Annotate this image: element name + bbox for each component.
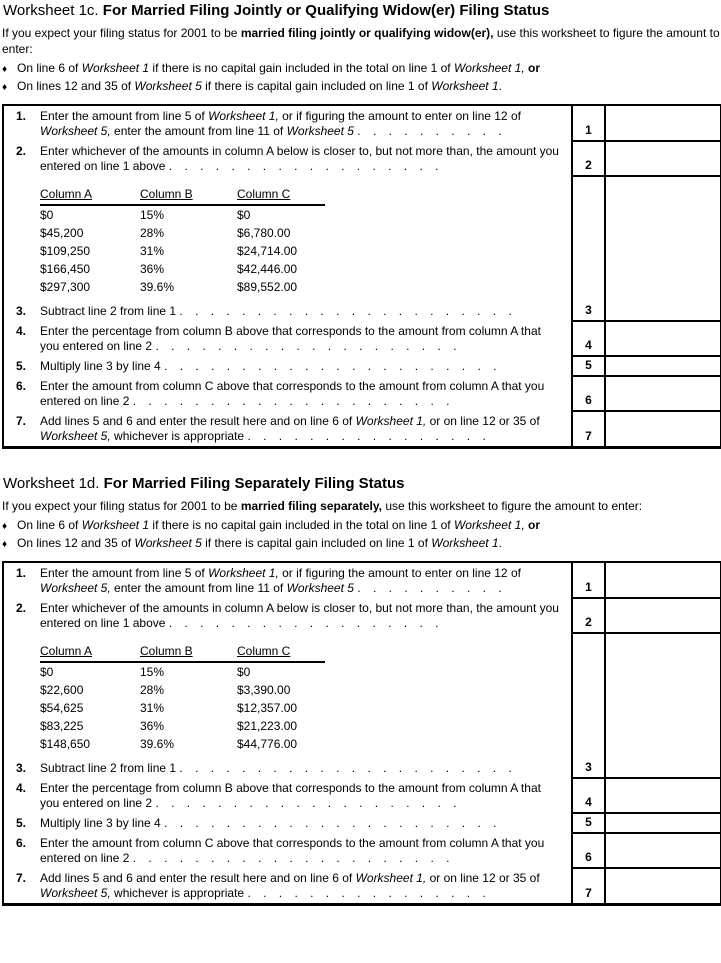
line-item: [16, 836, 559, 866]
line-text: [40, 761, 559, 776]
line-item: [16, 414, 559, 444]
entry-box-1c-line-3[interactable]: [605, 176, 721, 321]
bullet-text: On lines 12 and 35 of Worksheet 5 if there is capital gain included on line 1 of Worksheet 1.: [17, 79, 502, 93]
line-description-cell: [3, 176, 572, 321]
worksheet-1d-title: [3, 475, 720, 493]
line-description-cell: [3, 321, 572, 356]
dot-leader: . . . . . . . . . . . . . . . . . . . .: [155, 796, 458, 810]
line-description-cell: [3, 141, 572, 176]
table-row: [3, 562, 721, 598]
rate-cell: $148,650: [40, 737, 91, 751]
item-number: 6.: [16, 836, 27, 850]
worksheet-title-prefix: Worksheet 1d.: [3, 475, 100, 492]
line-item: [16, 359, 559, 374]
line-text: [40, 109, 559, 139]
entry-box-1d-line-5[interactable]: [605, 813, 721, 833]
item-number: 1.: [16, 109, 27, 123]
worksheet-intro: If you expect your filing status for 2001 to be married filing jointly or qualifying widow(er), use this worksheet to figure the amount to enter:: [2, 26, 720, 56]
table-row: [3, 633, 721, 778]
line-text: [40, 144, 559, 174]
line-item: [16, 871, 559, 901]
rate-cell: $42,446.00: [237, 262, 298, 276]
rate-header-row: [40, 186, 325, 205]
line-number-cell: 5: [572, 813, 605, 833]
rate-cell: $0: [40, 665, 54, 679]
entry-box-1c-line-7[interactable]: [605, 411, 721, 448]
rate-cell: $89,552.00: [237, 280, 298, 294]
line-number-cell: 6: [572, 376, 605, 411]
rate-cell: $0: [40, 208, 54, 222]
worksheet-title-prefix: Worksheet 1c.: [3, 2, 99, 19]
line-description-cell: [3, 778, 572, 813]
rate-cell: $3,390.00: [237, 683, 291, 697]
rate-cell: $6,780.00: [237, 226, 291, 240]
rate-cell: 36%: [140, 719, 165, 733]
bullet-text: On line 6 of Worksheet 1 if there is no capital gain included in the total on line 1 of Worksheet 1, or: [17, 61, 540, 75]
line-number-cell: 2: [572, 141, 605, 176]
rate-table: [40, 186, 325, 296]
line-text: [40, 304, 559, 319]
rate-row: [40, 224, 325, 242]
entry-box-1c-line-2[interactable]: [605, 141, 721, 176]
item-number: 7.: [16, 871, 27, 885]
bullet-text: On lines 12 and 35 of Worksheet 5 if there is capital gain included on line 1 of Worksheet 1.: [17, 536, 502, 550]
entry-box-1d-line-6[interactable]: [605, 833, 721, 868]
line-item: [16, 816, 559, 831]
rate-cell: $24,714.00: [237, 244, 298, 258]
rate-cell: $0: [237, 665, 251, 679]
line-item: [16, 324, 559, 354]
rate-cell: 36%: [140, 262, 165, 276]
table-row: [3, 411, 721, 448]
rate-cell: 39.6%: [140, 280, 175, 294]
rate-cell: 31%: [140, 701, 165, 715]
worksheet-title-main: For Married Filing Separately Filing Status: [103, 475, 405, 492]
dot-leader: . . . . . . . . . . . . . . . . . . . . . .: [164, 816, 498, 830]
line-text-content: Multiply line 3 by line 4: [40, 359, 161, 373]
line-description-cell: [3, 105, 572, 141]
rate-cell: $21,223.00: [237, 719, 298, 733]
rate-cell: $109,250: [40, 244, 91, 258]
bullet-item: [2, 60, 720, 78]
line-text-content: Multiply line 3 by line 4: [40, 816, 161, 830]
line-description-cell: [3, 868, 572, 905]
item-number: 4.: [16, 781, 27, 795]
rate-cell: $54,625: [40, 701, 84, 715]
line-text: [40, 816, 559, 831]
dot-leader: . . . . . . . . . . . . . . . . . . . . .: [132, 394, 451, 408]
entry-box-1d-line-1[interactable]: [605, 562, 721, 598]
item-number: 5.: [16, 359, 27, 373]
bullet-text: On line 6 of Worksheet 1 if there is no capital gain included in the total on line 1 of Worksheet 1, or: [17, 518, 540, 532]
dot-leader: . . . . . . . . . . . . . . . . . . . . .: [132, 851, 451, 865]
line-description-cell: [3, 833, 572, 868]
worksheet-title-main: For Married Filing Jointly or Qualifying Widow(er) Filing Status: [102, 2, 550, 19]
dot-leader: . . . . . . . . . . . . . . . . . . . . . .: [179, 304, 513, 318]
line-text: [40, 601, 559, 631]
line-number-cell: 6: [572, 833, 605, 868]
line-text-content: Subtract line 2 from line 1: [40, 761, 177, 775]
entry-box-1d-line-7[interactable]: [605, 868, 721, 905]
item-number: 2.: [16, 144, 27, 158]
item-number: 1.: [16, 566, 27, 580]
dot-leader: . . . . . . . . . . . . . . . . . . . . . .: [164, 359, 498, 373]
worksheet-1c-table: [2, 104, 721, 449]
line-description-cell: [3, 411, 572, 448]
rate-row: [40, 662, 325, 681]
line-text-content: Enter the percentage from column B above that corresponds to the amount from column A that you entered on line 2: [40, 781, 541, 810]
rate-row: [40, 699, 325, 717]
line-text-content: Add lines 5 and 6 and enter the result here and on line 6 of Worksheet 1, or on line 12 or 35 of Worksheet 5, whichever is appropriate: [40, 871, 540, 900]
worksheet-bullets: [2, 517, 720, 553]
table-row: [3, 376, 721, 411]
rate-row: [40, 205, 325, 224]
dot-leader: . . . . . . . . . .: [357, 581, 503, 595]
line-text: [40, 324, 559, 354]
worksheet-bullets: [2, 60, 720, 96]
worksheet-1c-section: [2, 2, 720, 449]
item-number: 6.: [16, 379, 27, 393]
line-text-content: Subtract line 2 from line 1: [40, 304, 177, 318]
item-number: 7.: [16, 414, 27, 428]
rate-cell: $12,357.00: [237, 701, 298, 715]
dot-leader: . . . . . . . . . . . . . . . .: [247, 886, 487, 900]
diamond-bullet-icon: ♦: [2, 82, 8, 93]
line-description-cell: [3, 562, 572, 598]
rate-cell: $22,600: [40, 683, 84, 697]
dot-leader: . . . . . . . . . . . . . . . .: [247, 429, 487, 443]
table-row: [3, 321, 721, 356]
line-description-cell: [3, 633, 572, 778]
diamond-bullet-icon: ♦: [2, 539, 8, 550]
line-text-content: Enter whichever of the amounts in column A below is closer to, but not more than, the amount you entered on line 1 above: [40, 601, 559, 630]
line-number-cell: 3: [572, 633, 605, 778]
worksheet-1c-title: [3, 2, 720, 20]
line-item: [16, 566, 559, 596]
bullet-item: [2, 78, 720, 96]
dot-leader: . . . . . . . . . . . . . . . . . . . .: [155, 339, 458, 353]
dot-leader: . . . . . . . . . . . . . . . . . .: [168, 159, 440, 173]
table-row: [3, 778, 721, 813]
worksheet-1d-section: [2, 475, 720, 906]
rate-cell: $297,300: [40, 280, 91, 294]
line-text: [40, 566, 559, 596]
entry-box-1d-line-4[interactable]: [605, 778, 721, 813]
line-number-cell: 3: [572, 176, 605, 321]
rate-header-c: Column C: [237, 186, 325, 205]
line-description-cell: [3, 356, 572, 376]
line-item: [16, 601, 559, 631]
line-item: [16, 144, 559, 174]
diamond-bullet-icon: ♦: [2, 521, 8, 532]
rate-cell: 39.6%: [140, 737, 175, 751]
line-number-cell: 4: [572, 778, 605, 813]
worksheet-1d-table: [2, 561, 721, 906]
rate-cell: 15%: [140, 665, 165, 679]
line-item: [16, 781, 559, 811]
line-description-cell: [3, 598, 572, 633]
line-text-content: Enter the amount from column C above that corresponds to the amount from column A that you entered on line 2: [40, 836, 545, 865]
item-number: 3.: [16, 761, 27, 775]
rate-row: [40, 278, 325, 296]
dot-leader: . . . . . . . . . . . . . . . . . . . . . .: [179, 761, 513, 775]
rate-cell: 31%: [140, 244, 165, 258]
rate-header-b: Column B: [140, 643, 237, 662]
rate-header-a: Column A: [40, 186, 140, 205]
rate-row: [40, 242, 325, 260]
line-description-cell: [3, 813, 572, 833]
rate-row: [40, 260, 325, 278]
line-number-cell: 2: [572, 598, 605, 633]
line-number-cell: 4: [572, 321, 605, 356]
rate-cell: $166,450: [40, 262, 91, 276]
rate-cell: 28%: [140, 683, 165, 697]
diamond-bullet-icon: ♦: [2, 64, 8, 75]
item-number: 2.: [16, 601, 27, 615]
bullet-item: [2, 535, 720, 553]
table-row: [3, 141, 721, 176]
line-number-cell: 7: [572, 868, 605, 905]
line-item: [16, 379, 559, 409]
line-item: [16, 761, 559, 776]
table-row: [3, 868, 721, 905]
line-text-content: Enter the amount from line 5 of Worksheet 1, or if figuring the amount to enter on line 12 of Worksheet 5, enter the amount from line 11 of Worksheet 5: [40, 109, 521, 138]
line-text: [40, 414, 559, 444]
rate-row: [40, 681, 325, 699]
rate-header-c: Column C: [237, 643, 325, 662]
entry-box-1c-line-5[interactable]: [605, 356, 721, 376]
line-text-content: Add lines 5 and 6 and enter the result here and on line 6 of Worksheet 1, or on line 12 or 35 of Worksheet 5, whichever is appropriate: [40, 414, 540, 443]
rate-cell: 28%: [140, 226, 165, 240]
entry-box-1c-line-6[interactable]: [605, 376, 721, 411]
rate-cell: $0: [237, 208, 251, 222]
table-row: [3, 833, 721, 868]
table-row: [3, 598, 721, 633]
line-text: [40, 836, 559, 866]
line-item: [16, 109, 559, 139]
rate-header-b: Column B: [140, 186, 237, 205]
item-number: 3.: [16, 304, 27, 318]
rate-cell: 15%: [140, 208, 165, 222]
rate-table: [40, 643, 325, 753]
entry-box-1c-line-4[interactable]: [605, 321, 721, 356]
table-row: [3, 105, 721, 141]
entry-box-1c-line-1[interactable]: [605, 105, 721, 141]
table-row: [3, 813, 721, 833]
rate-header-a: Column A: [40, 643, 140, 662]
line-item: [16, 304, 559, 319]
worksheet-intro: If you expect your filing status for 2001 to be married filing separately, use this worksheet to figure the amount to enter:: [2, 499, 643, 513]
entry-box-1d-line-2[interactable]: [605, 598, 721, 633]
line-text-content: Enter the percentage from column B above that corresponds to the amount from column A that you entered on line 2: [40, 324, 541, 353]
entry-box-1d-line-3[interactable]: [605, 633, 721, 778]
line-number-cell: 7: [572, 411, 605, 448]
rate-row: [40, 735, 325, 753]
line-text-content: Enter whichever of the amounts in column A below is closer to, but not more than, the amount you entered on line 1 above: [40, 144, 559, 173]
line-number-cell: 1: [572, 562, 605, 598]
bullet-item: [2, 517, 720, 535]
rate-header-row: [40, 643, 325, 662]
rate-cell: $83,225: [40, 719, 84, 733]
line-text: [40, 379, 559, 409]
dot-leader: . . . . . . . . . .: [357, 124, 503, 138]
line-text: [40, 871, 559, 901]
rate-row: [40, 717, 325, 735]
dot-leader: . . . . . . . . . . . . . . . . . .: [168, 616, 440, 630]
line-text-content: Enter the amount from column C above that corresponds to the amount from column A that you entered on line 2: [40, 379, 545, 408]
line-text-content: Enter the amount from line 5 of Worksheet 1, or if figuring the amount to enter on line 12 of Worksheet 5, enter the amount from line 11 of Worksheet 5: [40, 566, 521, 595]
rate-cell: $45,200: [40, 226, 84, 240]
item-number: 5.: [16, 816, 27, 830]
rate-cell: $44,776.00: [237, 737, 298, 751]
line-text: [40, 359, 559, 374]
line-description-cell: [3, 376, 572, 411]
item-number: 4.: [16, 324, 27, 338]
line-number-cell: 1: [572, 105, 605, 141]
table-row: [3, 356, 721, 376]
table-row: [3, 176, 721, 321]
line-text: [40, 781, 559, 811]
line-number-cell: 5: [572, 356, 605, 376]
